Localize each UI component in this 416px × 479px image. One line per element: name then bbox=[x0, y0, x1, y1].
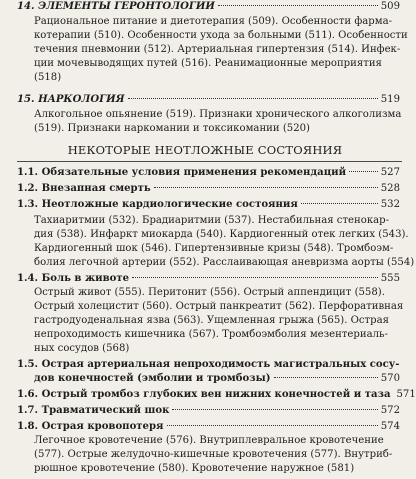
entry-desc-line: рюшное кровотечение (580). Кровотечение наружное (581) bbox=[34, 463, 355, 474]
entry-page: 509 bbox=[380, 1, 400, 12]
entry-page: 519 bbox=[380, 94, 400, 105]
divider bbox=[17, 161, 402, 162]
entry-title: 1.3. Неотложные кардиологические состояния bbox=[17, 199, 298, 210]
toc-entry-cont bbox=[34, 372, 400, 385]
entry-title: 1.1. Обязательные условия применения рекомендаций bbox=[17, 167, 347, 178]
entry-desc-line: Рациональное питание и диетотерапия (509). Особенности фарма- bbox=[34, 16, 392, 27]
toc-entry bbox=[17, 166, 400, 179]
entry-title: 1.6. Острый тромбоз глубоких вен нижних конечностей и таза bbox=[17, 389, 391, 400]
entry-desc-line: болия легочной артерии (552). Расслаивающая аневризма аорты (554) bbox=[34, 257, 415, 268]
toc-entry bbox=[17, 182, 400, 195]
entry-page: 572 bbox=[380, 405, 400, 416]
entry-desc-line: ных сосудов (568) bbox=[34, 343, 130, 354]
entry-title: 1.4. Боль в животе bbox=[17, 273, 130, 284]
part-title: НЕКОТОРЫЕ НЕОТЛОЖНЫЕ СОСТОЯНИЯ bbox=[67, 143, 343, 157]
toc-entry bbox=[17, 388, 416, 401]
entry-desc-line: котерапии (510). Особенности ухода за больными (511). Особенности bbox=[34, 30, 408, 41]
entry-page: 528 bbox=[380, 183, 400, 194]
entry-title: 14. ЭЛЕМЕНТЫ ГЕРОНТОЛОГИИ bbox=[17, 1, 215, 12]
entry-desc-line: Острый холецистит (560). Острый панкреатит (562). Перфоративная bbox=[34, 301, 404, 312]
entry-title: 1.8. Острая кровопотеря bbox=[17, 421, 164, 432]
entry-title: 1.7. Травматический шок bbox=[17, 405, 170, 416]
entry-desc-line: дия (538). Инфаркт миокарда (540). Кардиогенный отек легких (543). bbox=[34, 229, 409, 240]
entry-desc-line: Острый живот (555). Перитонит (556). Острый аппендицит (558). bbox=[34, 287, 385, 298]
entry-desc-line: Тахиаритмии (532). Брадиаритмии (537). Нестабильная стенокар- bbox=[34, 215, 390, 226]
entry-desc-line: ции мочевыводящих путей (516). Реанимационные мероприятия bbox=[34, 58, 382, 69]
entry-desc-line: непроходимость кишечника (567). Тромбоэмболия мезентериаль- bbox=[34, 329, 388, 340]
entry-desc-line: Кардиогенный шок (546). Гипертензивные кризы (548). Тромбоэм- bbox=[34, 243, 394, 254]
entry-page: 555 bbox=[380, 273, 400, 284]
entry-page: 532 bbox=[380, 199, 400, 210]
entry-desc-line: (519). Признаки наркомании и токсикомании (520) bbox=[34, 123, 310, 134]
entry-page: 527 bbox=[380, 167, 400, 178]
toc-entry bbox=[17, 420, 400, 433]
entry-title: 1.2. Внезапная смерть bbox=[17, 183, 151, 194]
entry-title-cont: дов конечностей (эмболии и тромбозы) bbox=[34, 373, 271, 384]
entry-page: 571 bbox=[396, 389, 416, 400]
entry-desc-line: течения пневмонии (512). Артериальная гипертензия (514). Инфек- bbox=[34, 44, 401, 55]
toc-entry-narcology bbox=[17, 93, 400, 106]
toc-entry bbox=[17, 198, 400, 211]
toc-entry bbox=[17, 358, 400, 371]
toc-entry bbox=[17, 272, 400, 285]
toc-entry bbox=[17, 404, 400, 417]
entry-title: 1.5. Острая артериальная непроходимость магистральных сосу- bbox=[17, 359, 400, 370]
entry-desc-line: гастродуоденальная язва (563). Ущемленная грыжа (565). Острая bbox=[34, 315, 389, 326]
toc-entry-gerontology bbox=[17, 0, 400, 13]
entry-page: 570 bbox=[380, 373, 400, 384]
entry-desc-line: Легочное кровотечение (576). Внутриплевральное кровотечение bbox=[34, 435, 384, 446]
entry-title: 15. НАРКОЛОГИЯ bbox=[17, 94, 125, 105]
entry-desc-line: (577). Острые желудочно-кишечные кровотечения (577). Внутриб- bbox=[34, 449, 393, 460]
entry-desc-line: (518) bbox=[34, 72, 62, 83]
entry-desc-line: Алкогольное опьянение (519). Признаки хронического алкоголизма bbox=[34, 109, 402, 120]
entry-page: 574 bbox=[380, 421, 400, 432]
